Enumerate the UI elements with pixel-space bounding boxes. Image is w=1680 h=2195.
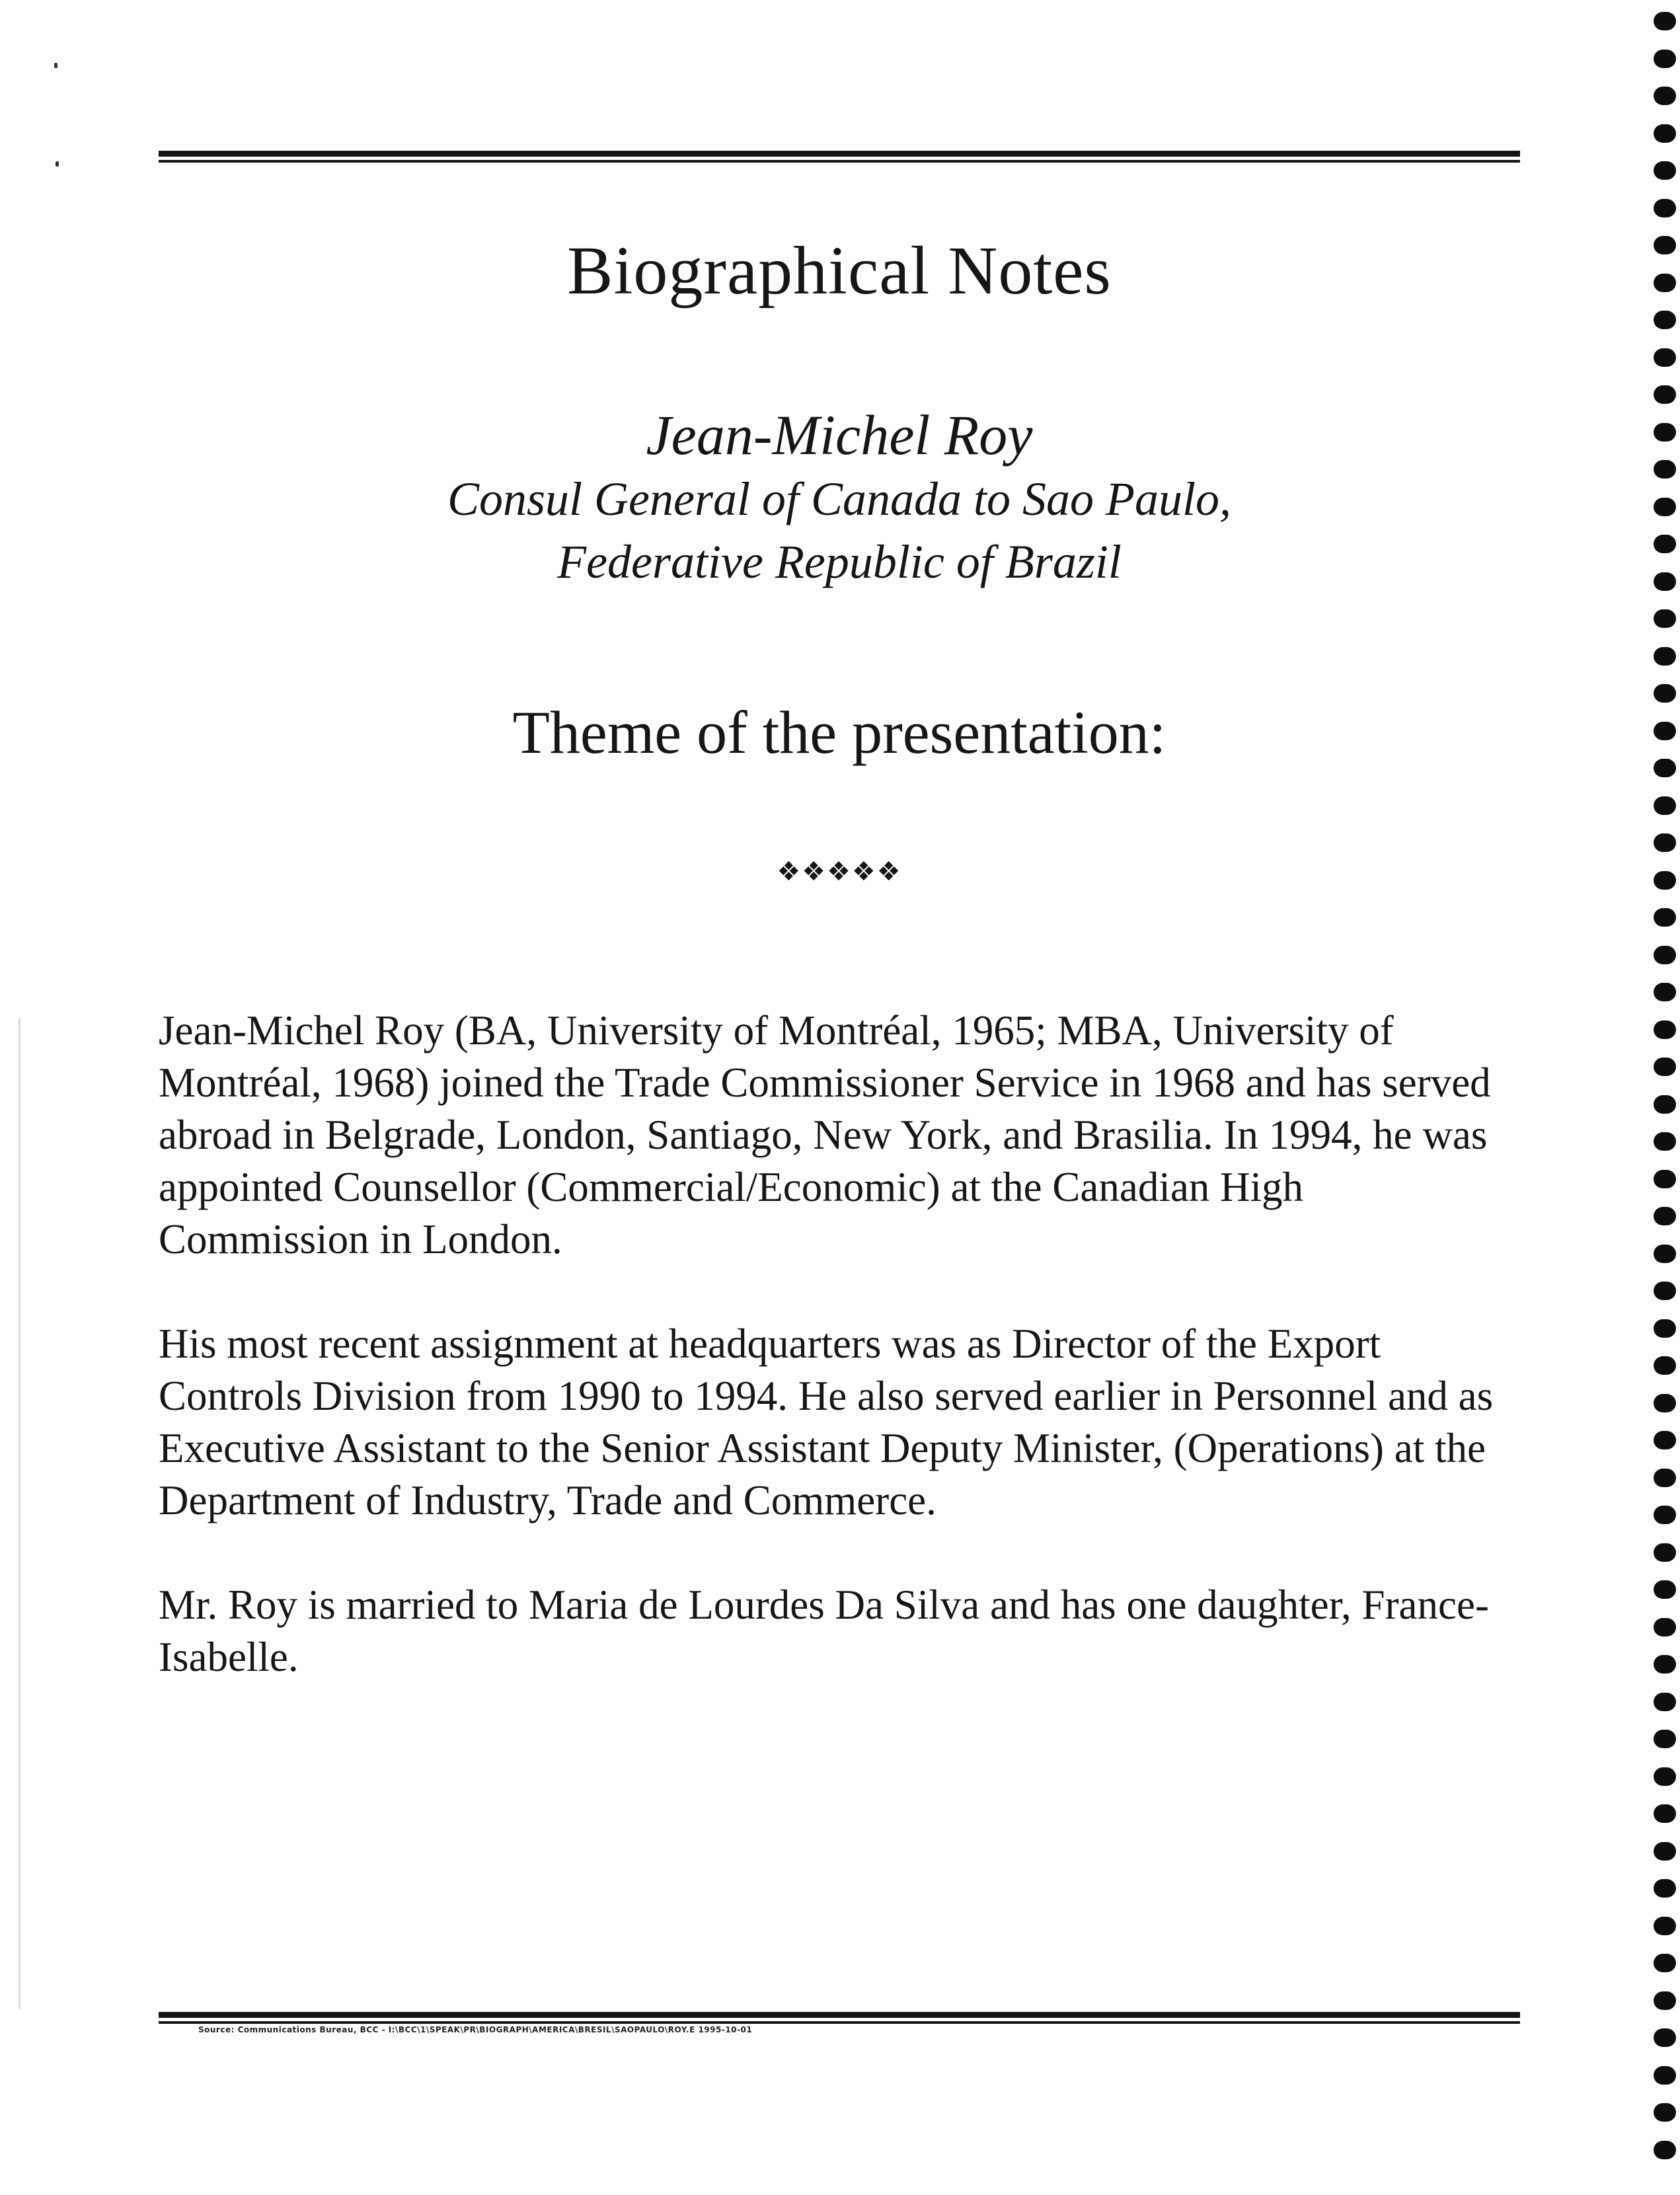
binding-hole-icon — [1654, 498, 1676, 516]
binding-hole-icon — [1654, 535, 1676, 553]
document-title: Biographical Notes — [567, 233, 1112, 309]
binding-hole-icon — [1654, 609, 1676, 628]
binding-hole-icon — [1654, 2066, 1676, 2085]
binding-hole-icon — [1654, 274, 1676, 292]
binding-hole-icon — [1654, 1991, 1676, 2010]
binding-hole-icon — [1654, 1132, 1676, 1151]
binding-hole-icon — [1654, 423, 1676, 442]
binding-hole-icon — [1654, 2103, 1676, 2122]
binding-hole-icon — [1654, 796, 1676, 815]
binding-hole-icon — [1654, 1767, 1676, 1786]
scan-speck — [56, 161, 59, 167]
binding-hole-icon — [1654, 460, 1676, 479]
binding-hole-icon — [1654, 311, 1676, 329]
binding-hole-icon — [1654, 385, 1676, 404]
binding-hole-icon — [1654, 199, 1676, 217]
binding-hole-icon — [1654, 1842, 1676, 1861]
person-name: Jean-Michel Roy — [646, 403, 1033, 467]
binding-hole-icon — [1654, 1356, 1676, 1375]
binding-hole-icon — [1654, 1170, 1676, 1188]
binding-hole-icon — [1654, 684, 1676, 703]
binding-hole-icon — [1654, 1543, 1676, 1562]
binding-hole-icon — [1654, 1693, 1676, 1711]
binding-hole-icon — [1654, 12, 1676, 30]
binding-hole-icon — [1654, 1804, 1676, 1823]
binding-hole-icon — [1654, 348, 1676, 367]
binding-hole-icon — [1654, 1469, 1676, 1487]
binding-hole-icon — [1654, 1954, 1676, 1972]
binding-hole-icon — [1654, 124, 1676, 143]
binding-hole-icon — [1654, 759, 1676, 777]
binding-hole-icon — [1654, 1879, 1676, 1898]
binding-hole-icon — [1654, 2028, 1676, 2047]
binding-hole-icon — [1654, 1095, 1676, 1114]
person-role — [159, 468, 1520, 594]
binding-hole-icon — [1654, 1655, 1676, 1674]
binding-hole-icon — [1654, 1245, 1676, 1263]
top-double-rule — [159, 151, 1520, 163]
bottom-double-rule — [159, 2012, 1520, 2024]
binding-hole-icon — [1654, 1580, 1676, 1599]
binding-hole-icon — [1654, 236, 1676, 254]
role-line-1: Consul General of Canada to Sao Paulo, — [447, 473, 1231, 525]
spiral-binding — [1634, 0, 1680, 2195]
scan-speck — [54, 63, 57, 68]
footer-source-line: Source: Communications Bureau, BCC - I:\BCC\1\SPEAK\PR\BIOGRAPH\AMERICA\BRESIL\SAOPAULO\ROY.E 1995-10-01 — [198, 2025, 753, 2034]
theme-heading: Theme of the presentation: — [512, 699, 1166, 766]
diamond-ornament-icon: ❖❖❖❖❖ — [777, 857, 902, 887]
biography-body — [159, 1005, 1520, 1736]
binding-hole-icon — [1654, 1618, 1676, 1637]
binding-hole-icon — [1654, 2141, 1676, 2159]
binding-hole-icon — [1654, 1394, 1676, 1412]
binding-hole-icon — [1654, 572, 1676, 591]
role-line-2: Federative Republic of Brazil — [557, 535, 1122, 588]
binding-hole-icon — [1654, 647, 1676, 666]
binding-hole-icon — [1654, 908, 1676, 927]
binding-hole-icon — [1654, 50, 1676, 68]
binding-hole-icon — [1654, 161, 1676, 180]
binding-hole-icon — [1654, 1319, 1676, 1338]
scan-edge-line — [19, 1018, 20, 2009]
binding-hole-icon — [1654, 1058, 1676, 1076]
binding-hole-icon — [1654, 1917, 1676, 1935]
binding-hole-icon — [1654, 1431, 1676, 1449]
binding-hole-icon — [1654, 1207, 1676, 1225]
binding-hole-icon — [1654, 946, 1676, 964]
biography-paragraph-1: Jean-Michel Roy (BA, University of Montréal, 1965; MBA, University of Montréal, 1968) joined the Trade Commissioner Service in 1968 and has served abroad in Belgrade, London, Santiago, New York, and Brasilia. In 1994, he was appointed Counsellor (Commercial/Economic) at the Canadian High Commission in London. — [159, 1007, 1491, 1262]
binding-hole-icon — [1654, 1730, 1676, 1748]
binding-hole-icon — [1654, 1506, 1676, 1524]
binding-hole-icon — [1654, 871, 1676, 890]
biography-paragraph-3: Mr. Roy is married to Maria de Lourdes Da Silva and has one daughter, France-Isabelle. — [159, 1582, 1489, 1680]
binding-hole-icon — [1654, 833, 1676, 852]
binding-hole-icon — [1654, 1282, 1676, 1300]
binding-hole-icon — [1654, 983, 1676, 1001]
binding-hole-icon — [1654, 722, 1676, 740]
biography-paragraph-2: His most recent assignment at headquarters was as Director of the Export Controls Division from 1990 to 1994. He also served earlier in Personnel and as Executive Assistant to the Senior Assistant Deputy Minister, (Operations) at the Department of Industry, Trade and Commerce. — [159, 1321, 1494, 1523]
binding-hole-icon — [1654, 87, 1676, 105]
binding-hole-icon — [1654, 1020, 1676, 1039]
